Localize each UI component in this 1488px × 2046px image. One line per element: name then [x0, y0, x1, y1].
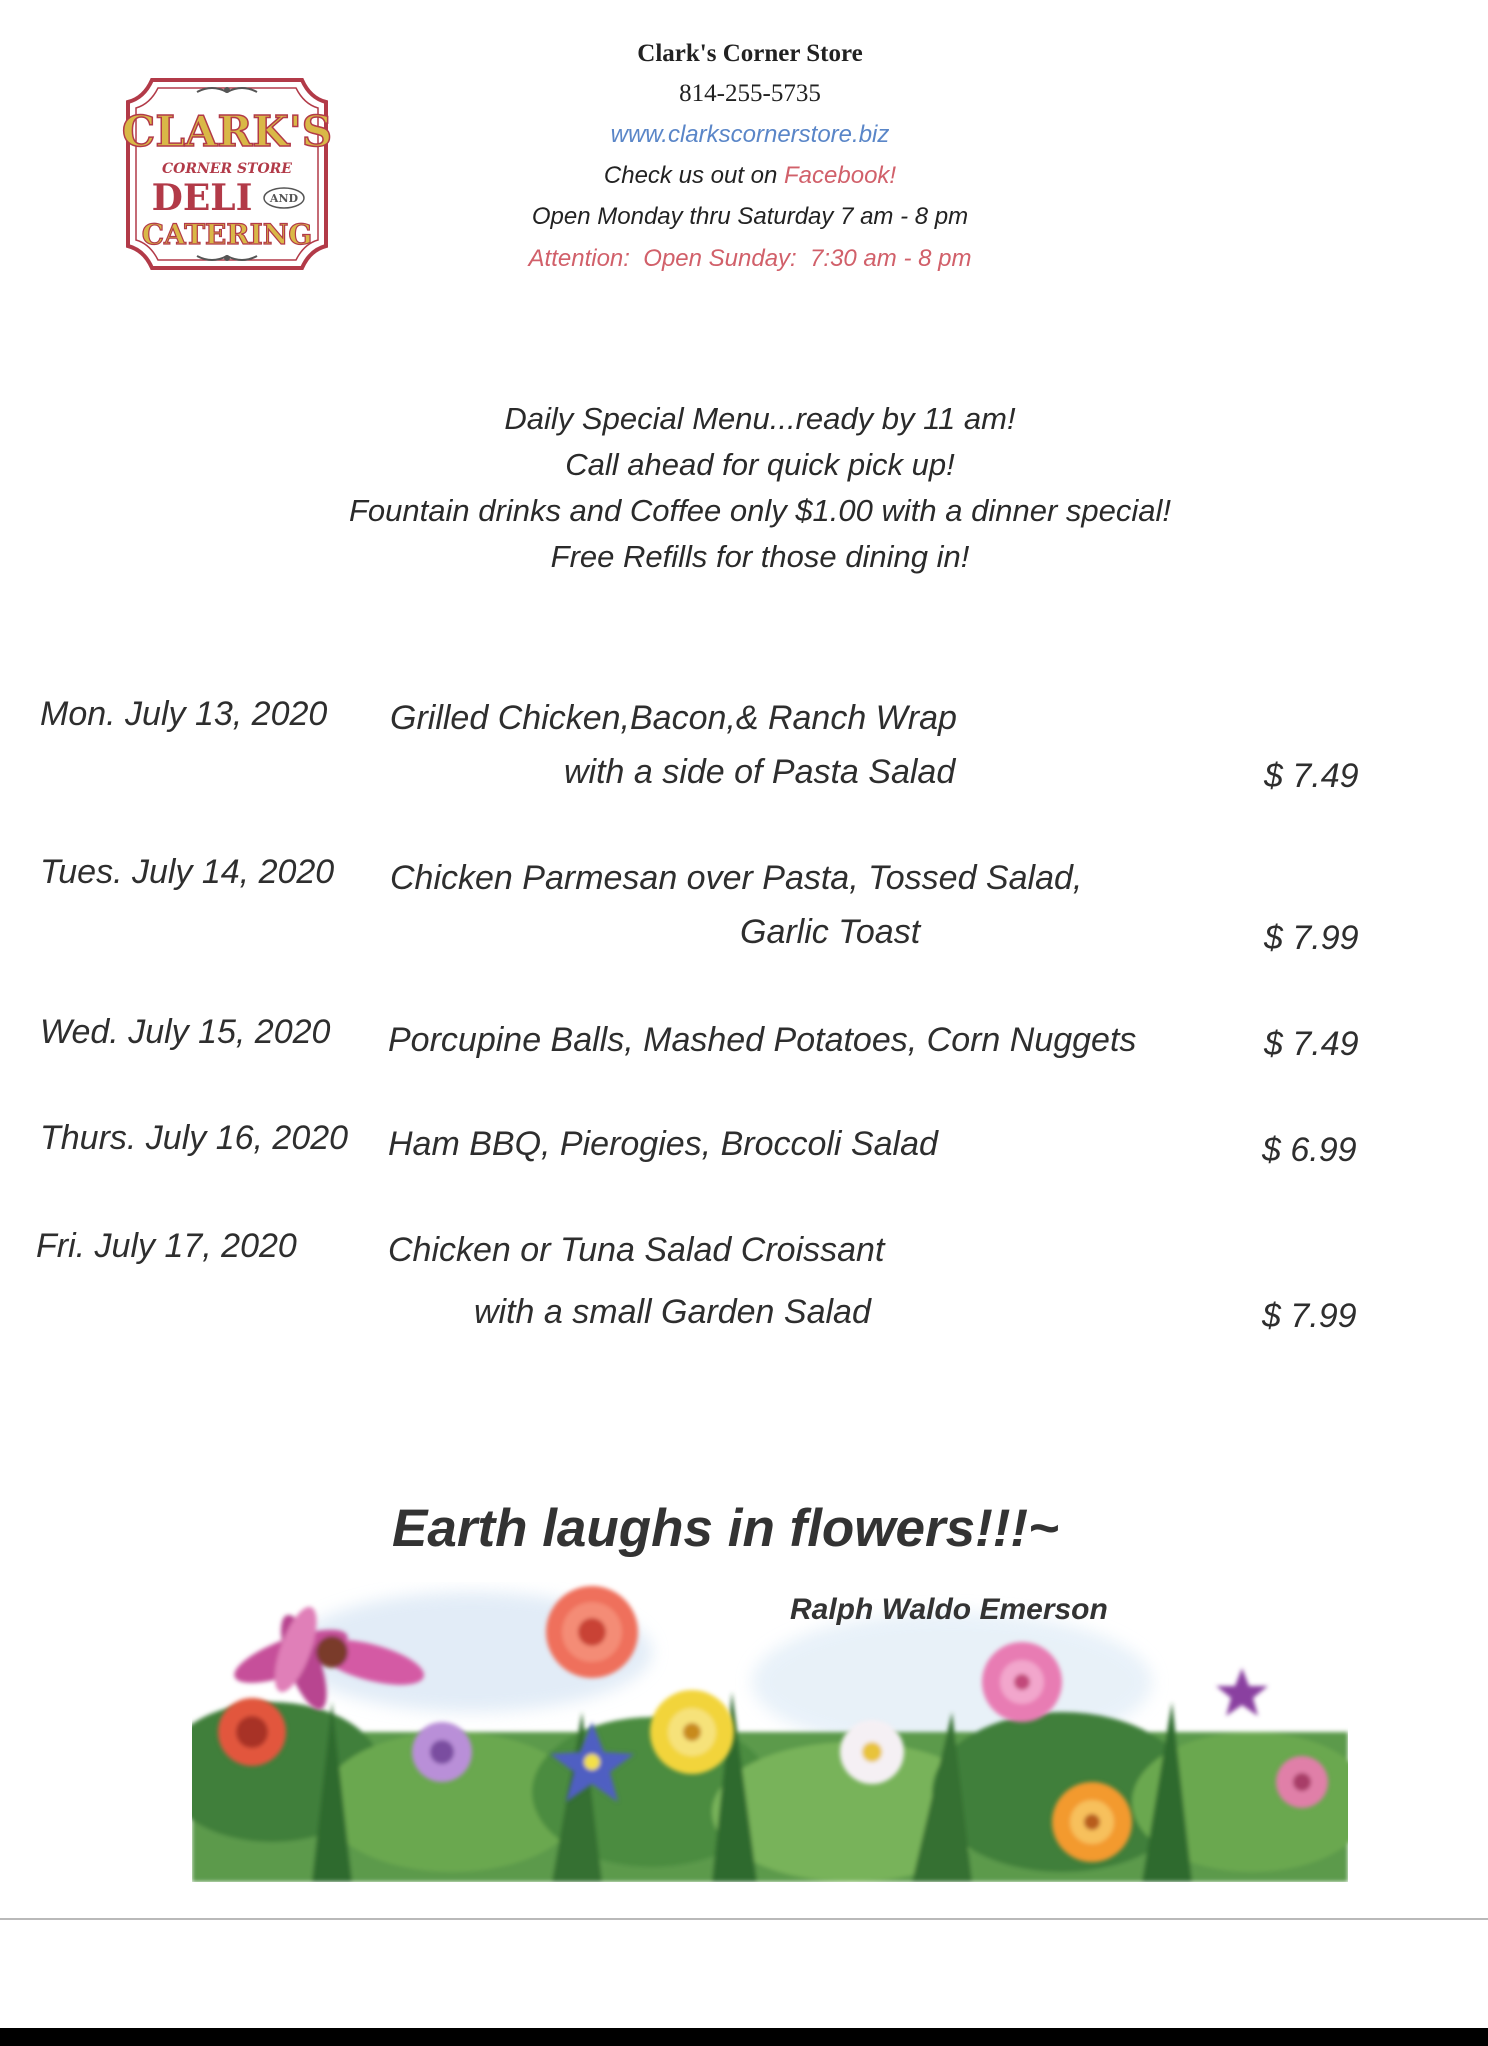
special-date: Mon. July 13, 2020 [40, 695, 328, 733]
special-dish: Grilled Chicken,Bacon,& Ranch Wrap [390, 699, 957, 737]
quote-text: Earth laughs in flowers!!!~ [392, 1499, 1060, 1558]
store-name: Clark's Corner Store [637, 40, 863, 67]
logo-catering: CATERING [141, 218, 313, 251]
logo-subtitle: CORNER STORE [162, 161, 292, 177]
store-header [450, 34, 1050, 280]
lower-sheet-edge [0, 1918, 1488, 2028]
quote-author: Ralph Waldo Emerson [790, 1593, 1108, 1626]
intro-line: Fountain drinks and Coffee only $1.00 with a dinner special! [349, 493, 1171, 528]
facebook-prefix: Check us out on [603, 162, 785, 189]
special-dish-detail: with a small Garden Salad [474, 1293, 871, 1331]
special-price: $ 7.49 [1264, 757, 1359, 795]
special-dish-detail: Garlic Toast [740, 913, 921, 951]
special-price: $ 7.99 [1262, 1297, 1357, 1335]
special-dish: Ham BBQ, Pierogies, Broccoli Salad [388, 1125, 938, 1163]
special-dish: Chicken or Tuna Salad Croissant [388, 1231, 885, 1269]
intro-block [150, 396, 1370, 580]
facebook-line [450, 156, 1050, 196]
special-date: Thurs. July 16, 2020 [40, 1119, 349, 1157]
special-date: Fri. July 17, 2020 [36, 1227, 297, 1265]
special-price: $ 7.49 [1264, 1025, 1359, 1063]
special-dish: Chicken Parmesan over Pasta, Tossed Salad, [390, 859, 1083, 897]
special-dish: Porcupine Balls, Mashed Potatoes, Corn Nuggets [388, 1021, 1137, 1059]
special-date: Wed. July 15, 2020 [40, 1013, 331, 1051]
logo-deli: DELI [151, 177, 253, 219]
intro-line: Call ahead for quick pick up! [565, 447, 955, 482]
special-price: $ 6.99 [1262, 1131, 1357, 1169]
store-phone: 814-255-5735 [679, 80, 821, 107]
store-website: www.clarkscornerstore.biz [610, 121, 890, 148]
flower-illustration [192, 1582, 1348, 1882]
intro-line: Free Refills for those dining in! [550, 539, 970, 574]
sunday-hours: Attention: Open Sunday: 7:30 am - 8 pm [528, 245, 972, 272]
store-hours: Open Monday thru Saturday 7 am - 8 pm [531, 203, 969, 230]
special-price: $ 7.99 [1264, 919, 1359, 957]
logo-and: AND [269, 192, 299, 205]
intro-line: Daily Special Menu...ready by 11 am! [504, 401, 1016, 436]
facebook-link: Facebook! [784, 162, 897, 189]
logo-title: CLARK'S [121, 107, 333, 156]
special-dish-detail: with a side of Pasta Salad [564, 753, 956, 791]
store-logo [112, 70, 342, 278]
special-date: Tues. July 14, 2020 [40, 853, 335, 891]
